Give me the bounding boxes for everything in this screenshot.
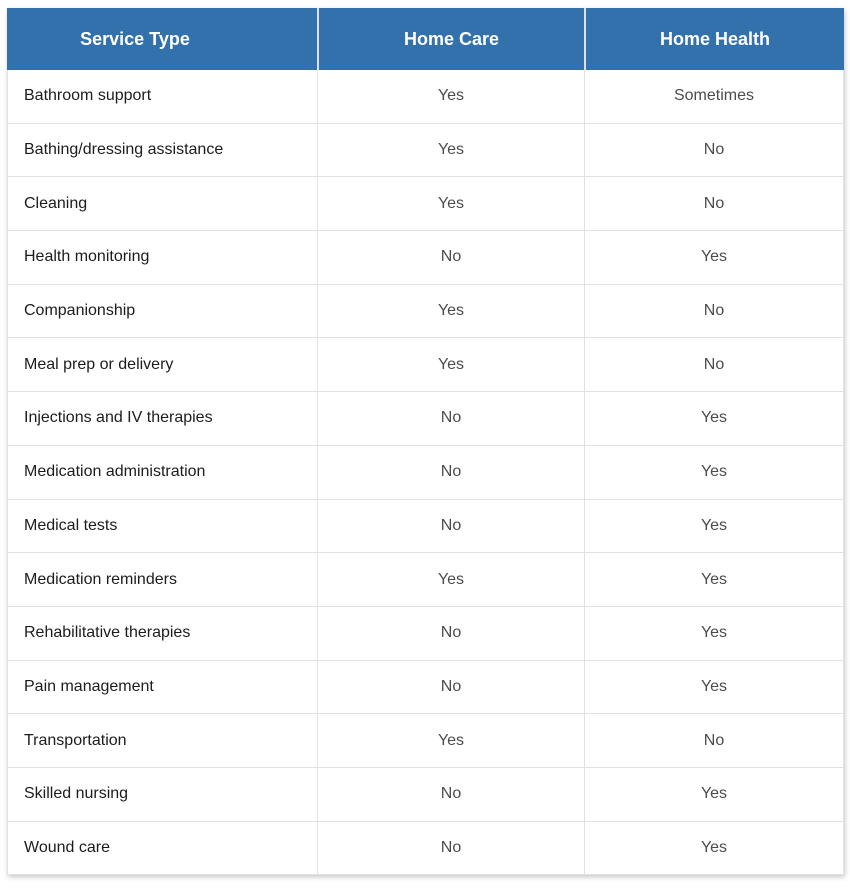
service-type-cell: Health monitoring [24,248,150,266]
service-type-cell: Transportation [24,731,127,749]
home-health-cell: No [584,177,843,230]
service-type-cell: Medication reminders [24,570,177,588]
table-row [8,124,843,178]
service-type-cell: Pain management [24,677,154,695]
table-row [8,338,843,392]
table-body [7,70,844,875]
home-health-cell: Yes [584,446,843,499]
service-type-cell: Meal prep or delivery [24,355,174,373]
service-type-cell: Wound care [24,838,110,856]
table-row [8,768,843,822]
home-health-cell: Yes [584,392,843,445]
table-row [8,231,843,285]
home-care-cell: No [317,661,584,714]
table-row [8,661,843,715]
service-type-cell: Injections and IV therapies [24,409,213,427]
service-type-cell: Bathing/dressing assistance [24,141,224,159]
home-health-cell: Yes [584,553,843,606]
table-row [8,446,843,500]
home-care-cell: Yes [317,285,584,338]
home-care-cell: Yes [317,70,584,123]
service-type-cell: Bathroom support [24,87,152,105]
service-type-cell: Medication administration [24,463,206,481]
home-care-cell: Yes [317,338,584,391]
home-health-cell: No [584,124,843,177]
home-care-cell: No [317,500,584,553]
table-row [8,392,843,446]
service-type-cell: Cleaning [24,194,88,212]
home-care-cell: Yes [317,124,584,177]
service-type-cell: Medical tests [24,516,118,534]
home-health-cell: No [584,285,843,338]
table-row [8,553,843,607]
home-health-cell: Sometimes [584,70,843,123]
home-care-cell: Yes [317,714,584,767]
table-row [8,822,843,876]
table-row [8,285,843,339]
home-health-cell: No [584,714,843,767]
home-care-cell: No [317,607,584,660]
service-type-cell: Skilled nursing [24,785,129,803]
table-row [8,177,843,231]
home-health-cell: No [584,338,843,391]
home-care-cell: No [317,446,584,499]
home-care-cell: No [317,231,584,284]
home-care-cell: No [317,822,584,875]
table-row [8,70,843,124]
home-health-cell: Yes [584,231,843,284]
home-care-cell: No [317,768,584,821]
table-row [8,500,843,554]
table-header-row [7,8,844,70]
home-care-cell: No [317,392,584,445]
home-health-cell: Yes [584,822,843,875]
home-health-cell: Yes [584,661,843,714]
service-type-cell: Rehabilitative therapies [24,624,191,642]
header-cell-home-health: Home Health [584,8,844,70]
comparison-table [7,8,844,875]
home-health-cell: Yes [584,768,843,821]
table-row [8,714,843,768]
home-care-cell: Yes [317,553,584,606]
home-health-cell: Yes [584,500,843,553]
service-type-cell: Companionship [24,302,136,320]
header-cell-service-type: Service Type [80,28,190,49]
home-care-cell: Yes [317,177,584,230]
header-cell-home-care: Home Care [317,8,584,70]
home-health-cell: Yes [584,607,843,660]
table-row [8,607,843,661]
